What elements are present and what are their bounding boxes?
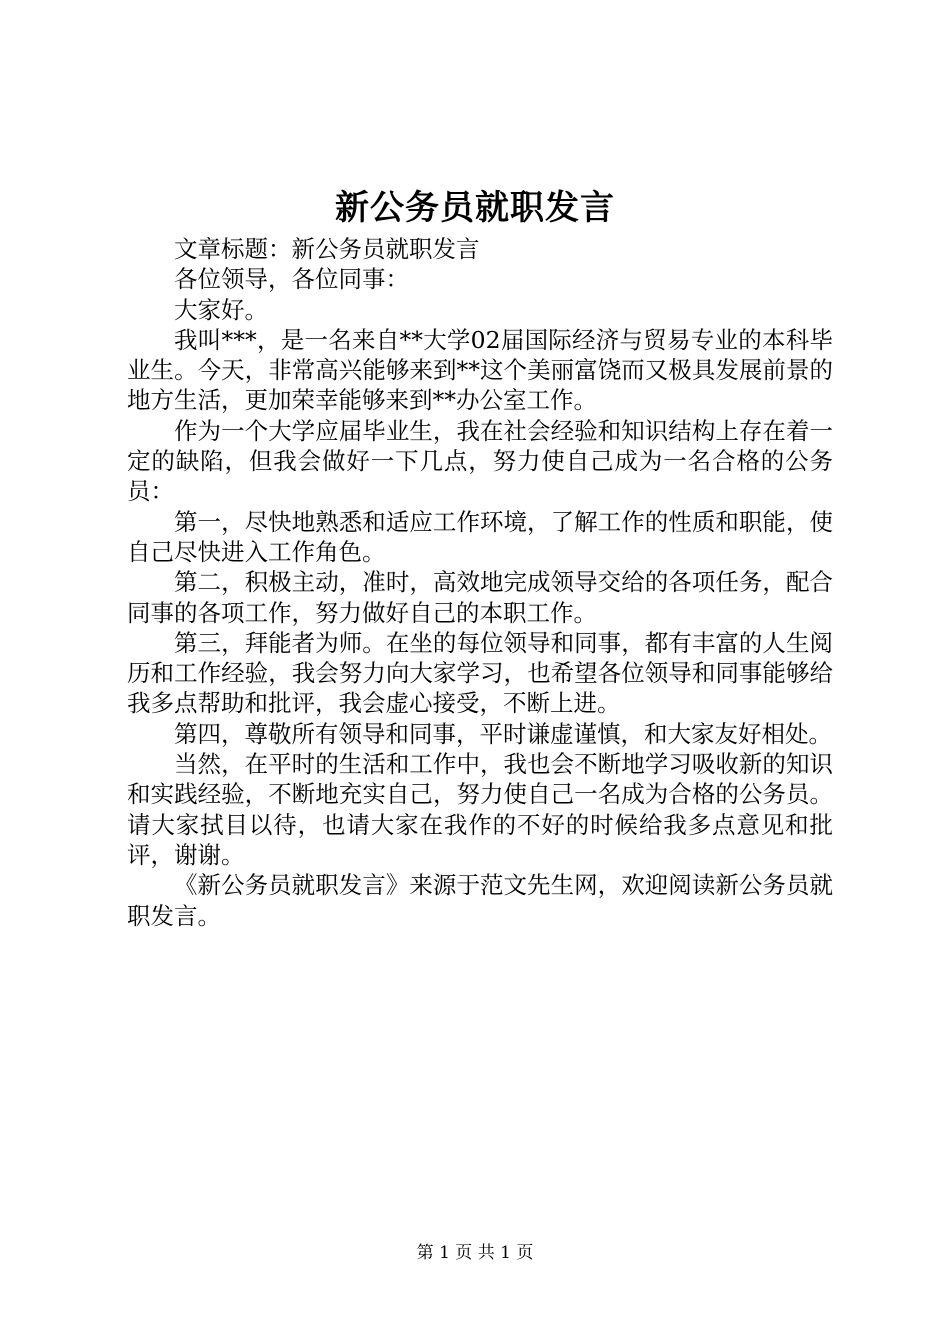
- page-footer: 第 1 页 共 1 页: [416, 1243, 534, 1263]
- paragraph-introduction: 我叫***，是一名来自**大学02届国际经济与贸易专业的本科毕业生。今天，非常高兴能够来到**这个美丽富饶而又极具发展前景的地方生活，更加荣幸能够来到**办公室工作。: [127, 325, 833, 415]
- paragraph-point-three: 第三，拜能者为师。在坐的每位领导和同事，都有丰富的人生阅历和工作经验，我会努力向大家学习，也希望各位领导和同事能够给我多点帮助和批评，我会虚心接受，不断上进。: [127, 628, 833, 718]
- paragraph-source-note: 《新公务员就职发言》来源于范文先生网，欢迎阅读新公务员就职发言。: [127, 871, 833, 930]
- document-title: 新公务员就职发言: [335, 188, 615, 228]
- paragraph-point-one: 第一，尽快地熟悉和适应工作环境，了解工作的性质和职能，使自己尽快进入工作角色。: [127, 507, 833, 566]
- document-body: [127, 234, 833, 931]
- paragraph-point-two: 第二，积极主动，准时，高效地完成领导交给的各项任务，配合同事的各项工作，努力做好自己的本职工作。: [127, 568, 833, 627]
- paragraph-commitment: 作为一个大学应届毕业生，我在社会经验和知识结构上存在着一定的缺陷，但我会做好一下几点，努力使自己成为一名合格的公务员：: [127, 416, 833, 506]
- paragraph-salutation: 各位领导，各位同事：: [174, 265, 409, 294]
- paragraph-greeting: 大家好。: [174, 295, 268, 324]
- paragraph-point-four: 第四，尊敬所有领导和同事，平时谦虚谨慎，和大家友好相处。: [174, 719, 832, 748]
- paragraph-closing: 当然，在平时的生活和工作中，我也会不断地学习吸收新的知识和实践经验，不断地充实自己，努力使自己一名成为合格的公务员。请大家拭目以待，也请大家在我作的不好的时候给我多点意见和批评，谢谢。: [127, 750, 833, 869]
- paragraph-article-title: 文章标题：新公务员就职发言: [174, 235, 480, 263]
